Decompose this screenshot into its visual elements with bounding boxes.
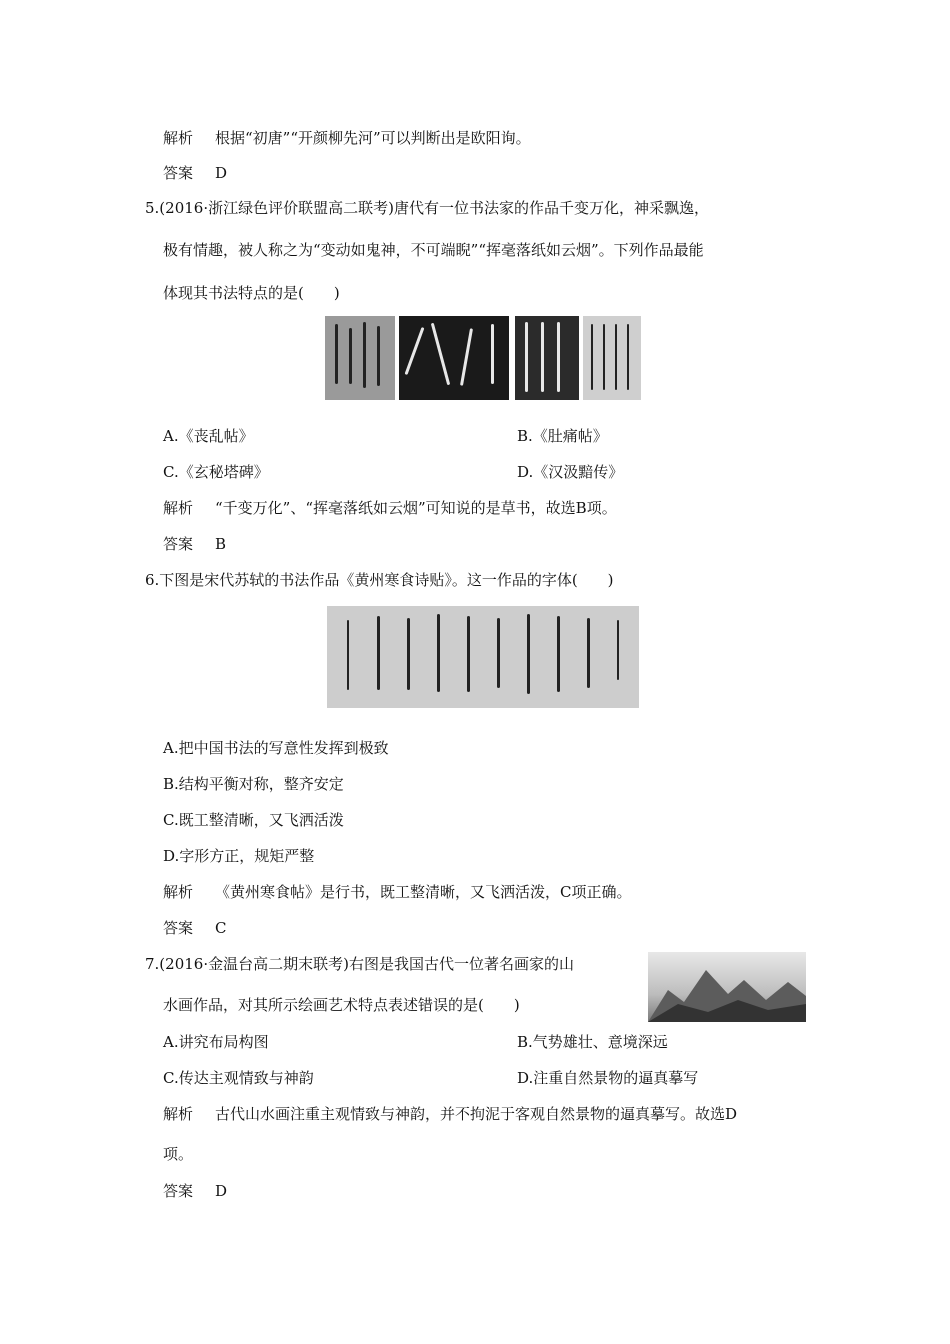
q6-answer-line [163,918,226,938]
q7-option-c: C.传达主观情致与神韵 [163,1069,314,1087]
answer-text: B [215,535,227,553]
q5-stem-line3: 体现其书法特点的是( ) [163,284,340,302]
q7-landscape-painting [648,952,806,1022]
q7-analysis-line2: 项。 [163,1145,194,1163]
analysis-text: 古代山水画注重主观情致与神韵，并不拘泥于客观自然景物的逼真摹写。故选D [215,1105,738,1123]
q5-stem-line1: 5.(2016·浙江绿色评价联盟高二联考)唐代有一位书法家的作品千变万化，神采飘逸， [145,199,709,217]
q7-option-a: A.讲究布局构图 [163,1033,269,1051]
q7-option-d: D.注重自然景物的逼真摹写 [517,1069,699,1087]
calligraphy-image-b [399,316,509,400]
answer-label: 答案 [163,164,194,182]
q5-option-d: D.《汉汲黯传》 [517,463,624,481]
q7-analysis-line [163,1104,737,1124]
answer-label: 答案 [163,1182,194,1200]
analysis-text: 《黄州寒食帖》是行书，既工整清晰，又飞洒活泼，C项正确。 [215,883,632,901]
q6-option-d: D.字形方正，规矩严整 [163,847,315,865]
q7-stem-line2: 水画作品，对其所示绘画艺术特点表述错误的是( ) [163,996,520,1014]
analysis-text: “千变万化”、“挥毫落纸如云烟”可知说的是草书，故选B项。 [215,499,617,517]
q6-stem: 6.下图是宋代苏轼的书法作品《黄州寒食诗贴》。这一作品的字体( ) [145,571,614,589]
q5-analysis-line [163,498,617,518]
answer-text: D [215,164,228,182]
q7-option-b: B.气势雄壮、意境深远 [517,1033,668,1051]
calligraphy-image-c [515,316,579,400]
q5-calligraphy-images [325,316,641,400]
q5-option-b: B.《肚痛帖》 [517,427,608,445]
answer-text: D [215,1182,228,1200]
q6-analysis-line [163,882,631,902]
answer-text: C [215,919,227,937]
calligraphy-image-d [583,316,641,400]
analysis-label: 解析 [163,883,194,901]
q6-calligraphy-image [327,606,639,708]
q5-option-a: A.《丧乱帖》 [163,427,254,445]
analysis-line [163,128,531,148]
answer-label: 答案 [163,535,194,553]
answer-label: 答案 [163,919,194,937]
q5-answer-line [163,534,226,554]
q5-stem-line2: 极有情趣，被人称之为“变动如鬼神，不可端睨”“挥毫落纸如云烟”。下列作品最能 [163,241,704,259]
q7-answer-line [163,1181,227,1201]
analysis-label: 解析 [163,129,194,147]
q6-option-a: A.把中国书法的写意性发挥到极致 [163,739,389,757]
q5-option-c: C.《玄秘塔碑》 [163,463,269,481]
analysis-label: 解析 [163,1105,194,1123]
q6-option-c: C.既工整清晰，又飞洒活泼 [163,811,344,829]
analysis-label: 解析 [163,499,194,517]
analysis-text: 根据“初唐”“开颜柳先河”可以判断出是欧阳询。 [215,129,531,147]
calligraphy-image-a [325,316,395,400]
answer-line [163,163,227,183]
q6-option-b: B.结构平衡对称，整齐安定 [163,775,344,793]
q7-stem-line1: 7.(2016·金温台高二期末联考)右图是我国古代一位著名画家的山 [145,955,574,973]
